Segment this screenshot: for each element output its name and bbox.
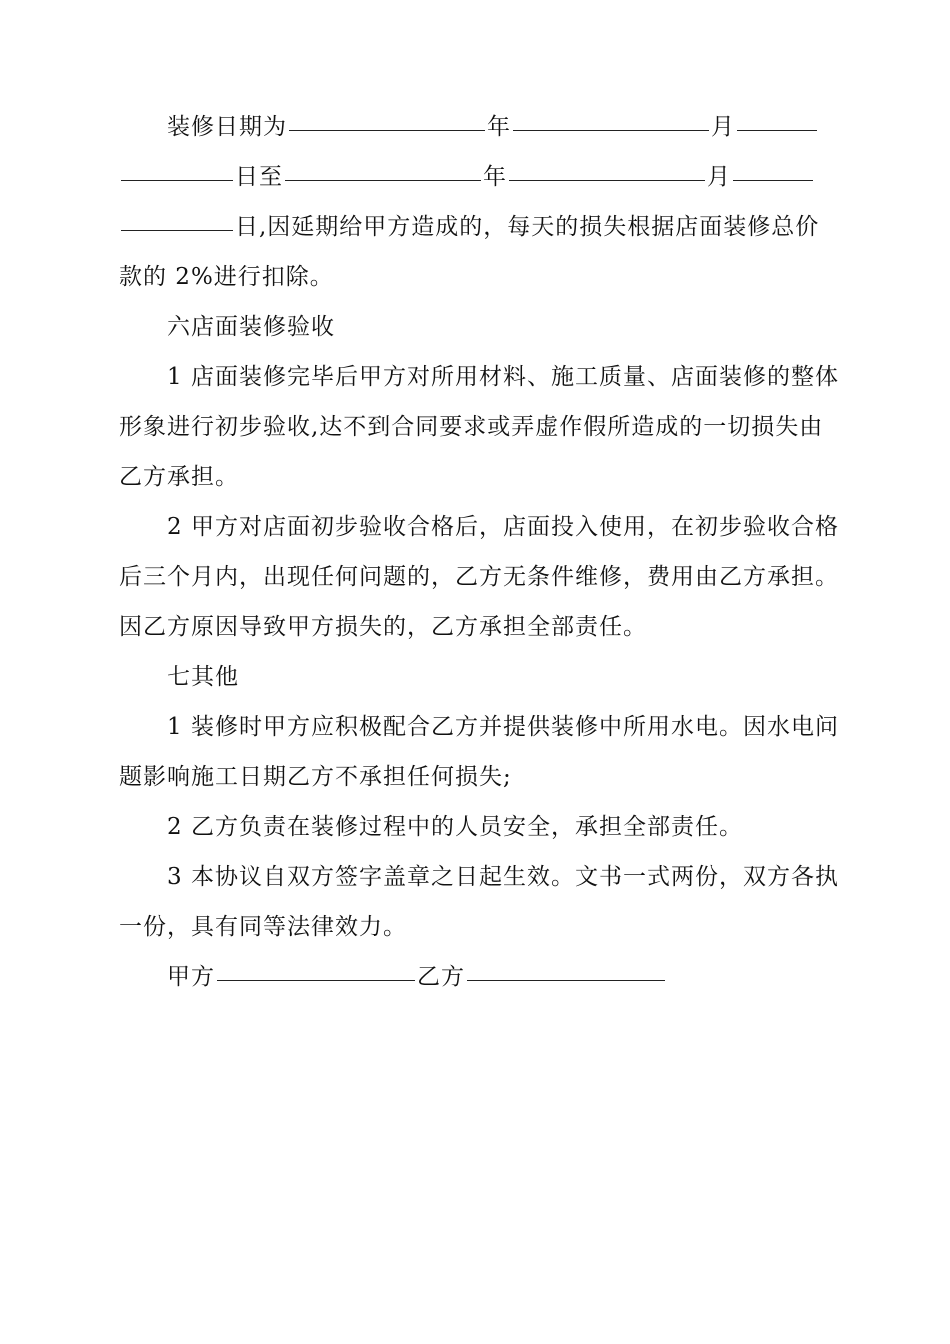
blank-start-day-part2 [121,179,233,181]
clause-7-3-line-1: 3 本协议自双方签字盖章之日起生效。文书一式两份，双方各执 [167,864,839,890]
until-label: 日至 [235,164,283,190]
year-label-2: 年 [483,164,507,190]
blank-end-day-part1 [733,179,813,181]
clause-7-2: 2 乙方负责在装修过程中的人员安全，承担全部责任。 [167,814,743,840]
signature-line [167,952,667,1002]
blank-start-month [513,129,709,131]
blank-end-year [285,179,481,181]
year-label: 年 [487,114,511,140]
clause-6-1-line-2: 形象进行初步验收,达不到合同要求或弄虚作假所造成的一切损失由 [119,414,824,440]
clause-6-1-line-3: 乙方承担。 [119,464,239,490]
clause-6-2-line-2: 后三个月内，出现任何问题的，乙方无条件维修，费用由乙方承担。 [119,564,839,590]
clause-6-2-line-1: 2 甲方对店面初步验收合格后，店面投入使用，在初步验收合格 [167,514,839,540]
party-b-signature-blank [467,979,665,981]
party-b-label: 乙方 [417,964,465,990]
section-7-heading: 七其他 [167,664,239,690]
blank-start-day-part1 [737,129,817,131]
delay-penalty-line [119,202,819,252]
party-a-label: 甲方 [167,964,215,990]
decoration-date-line-2 [119,152,815,202]
date-label: 装修日期为 [167,114,287,140]
decoration-date-line [167,102,819,152]
deduction-line: 款的 2%进行扣除。 [119,264,334,290]
clause-6-2-line-3: 因乙方原因导致甲方损失的，乙方承担全部责任。 [119,614,647,640]
section-6-heading: 六店面装修验收 [167,314,335,340]
month-label: 月 [711,114,735,140]
clause-6-1-line-1: 1 店面装修完毕后甲方对所用材料、施工质量、店面装修的整体 [167,364,839,390]
blank-end-month [509,179,705,181]
delay-penalty-text: 日,因延期给甲方造成的，每天的损失根据店面装修总价 [235,214,820,240]
clause-7-1-line-2: 题影响施工日期乙方不承担任何损失; [119,764,512,790]
month-label-2: 月 [707,164,731,190]
party-a-signature-blank [217,979,415,981]
blank-end-day-part2 [121,229,233,231]
blank-start-year [289,129,485,131]
clause-7-3-line-2: 一份，具有同等法律效力。 [119,914,407,940]
clause-7-1-line-1: 1 装修时甲方应积极配合乙方并提供装修中所用水电。因水电问 [167,714,839,740]
